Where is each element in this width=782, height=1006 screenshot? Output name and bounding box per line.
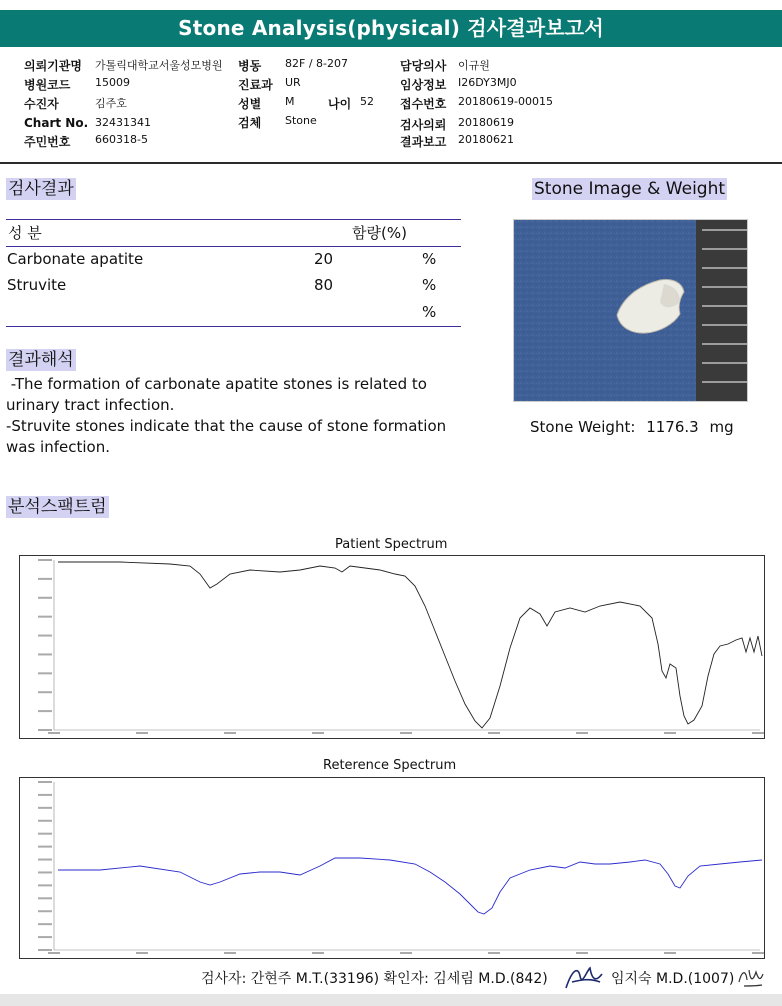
signature-mark [562, 962, 606, 994]
table-top-rule [6, 219, 461, 220]
x-tick-mark [48, 732, 60, 734]
reference-spectrum-svg [20, 778, 764, 958]
x-tick-mark [488, 952, 500, 954]
y-tick-mark [38, 559, 52, 561]
clinical-info-label: 임상정보 [400, 78, 447, 92]
sex-value: M [285, 95, 295, 108]
x-tick-mark [576, 952, 588, 954]
second-signature: 임지숙 M.D.(1007) [611, 971, 735, 987]
stone-image [514, 220, 748, 402]
report-date-label: 결과보고 [400, 135, 447, 149]
reference-spectrum-line [58, 858, 762, 914]
department-label: 진료과 [238, 78, 273, 92]
patient-value: 김주호 [95, 97, 127, 110]
y-tick-mark [38, 923, 52, 925]
chart-label: Chart No. [24, 116, 89, 130]
hospital-code-label: 병원코드 [24, 78, 71, 92]
x-tick-mark [48, 952, 60, 954]
resident-label: 주민번호 [24, 135, 71, 149]
x-tick-mark [752, 952, 764, 954]
y-tick-mark [38, 871, 52, 873]
y-tick-mark [38, 884, 52, 886]
interpretation-line: -The formation of carbonate apatite stones is related to urinary tract infection. [6, 375, 432, 414]
patient-spectrum-title: Patient Spectrum [335, 537, 448, 552]
reference-spectrum-plot [19, 777, 765, 959]
component-header: 성 분 [8, 224, 42, 242]
y-tick-mark [38, 897, 52, 899]
y-tick-mark [38, 635, 52, 637]
y-tick-mark [38, 807, 52, 809]
interpretation-text [6, 374, 476, 458]
accession-label: 접수번호 [400, 97, 447, 111]
chart-value: 32431341 [95, 116, 151, 129]
y-tick-mark [38, 820, 52, 822]
institution-value: 가톨릭대학교서울성모병원 [95, 59, 223, 72]
footer [0, 962, 782, 1006]
table-header-rule [6, 246, 461, 247]
x-tick-mark [136, 732, 148, 734]
report-title: Stone Analysis(physical) 검사결과보고서 [0, 10, 782, 47]
footer-bar [0, 994, 782, 1006]
y-tick-mark [38, 597, 52, 599]
age-label: 나이 [328, 97, 352, 111]
y-tick-mark [38, 846, 52, 848]
y-tick-mark [38, 936, 52, 938]
component-unit: % [422, 276, 437, 294]
y-tick-mark [38, 794, 52, 796]
x-tick-mark [664, 952, 676, 954]
y-tick-mark [38, 691, 52, 693]
component-unit: % [422, 303, 437, 321]
handwritten-signature [736, 964, 766, 992]
stone-heading: Stone Image & Weight [534, 179, 726, 199]
stone-photo [513, 219, 748, 402]
department-value: UR [285, 76, 301, 89]
x-tick-mark [136, 952, 148, 954]
x-tick-mark [488, 732, 500, 734]
plot-axes [38, 781, 764, 954]
request-date-label: 검사의뢰 [400, 118, 447, 132]
interpretation-line: -Struvite stones indicate that the cause of stone formation was infection. [6, 417, 447, 456]
x-tick-mark [312, 952, 324, 954]
y-tick-mark [38, 653, 52, 655]
doctor-label: 담당의사 [400, 59, 447, 73]
plot-axes [38, 559, 764, 734]
clinical-info-value: I26DY3MJ0 [458, 76, 517, 89]
y-tick-mark [38, 781, 52, 783]
y-tick-mark [38, 729, 52, 731]
x-tick-mark [224, 732, 236, 734]
patient-info-block [0, 52, 782, 164]
specimen-label: 검체 [238, 116, 262, 130]
sex-label: 성별 [238, 97, 262, 111]
reference-spectrum-title: Reterence Spectrum [323, 758, 457, 773]
y-tick-mark [38, 616, 52, 618]
specimen-value: Stone [285, 114, 317, 127]
doctor-value: 이규원 [458, 59, 490, 72]
x-tick-mark [224, 952, 236, 954]
x-tick-mark [752, 732, 764, 734]
institution-label: 의뢰기관명 [24, 59, 82, 73]
patient-spectrum-plot [19, 555, 765, 739]
ruler [696, 220, 748, 402]
weight-label: Stone Weight: [530, 418, 636, 436]
composition-table [6, 219, 461, 327]
x-tick-mark [400, 952, 412, 954]
y-tick-mark [38, 833, 52, 835]
x-tick-mark [576, 732, 588, 734]
signature-line: 검사자: 간현주 M.T.(33196) 확인자: 김세림 M.D.(842) [201, 971, 548, 987]
y-tick-mark [38, 910, 52, 912]
content-header: 함량(%) [352, 224, 407, 242]
resident-value: 660318-5 [95, 133, 148, 146]
weight-unit: mg [709, 418, 734, 436]
component-value: 20 [314, 250, 334, 268]
patient-spectrum-svg [20, 556, 764, 738]
x-tick-mark [312, 732, 324, 734]
spectrum-heading: 분석스팩트럼 [8, 497, 107, 517]
accession-value: 20180619-00015 [458, 95, 553, 108]
weight-value: 1176.3 [646, 418, 699, 436]
age-value: 52 [360, 95, 374, 108]
results-heading: 검사결과 [8, 179, 74, 199]
y-tick-mark [38, 859, 52, 861]
patient-spectrum-line [58, 562, 762, 728]
component-name: Carbonate apatite [7, 250, 144, 268]
y-tick-mark [38, 672, 52, 674]
y-tick-mark [38, 710, 52, 712]
component-name: Struvite [7, 276, 67, 294]
patient-label: 수진자 [24, 97, 59, 111]
component-value: 80 [314, 276, 334, 294]
request-date-value: 20180619 [458, 116, 514, 129]
component-unit: % [422, 250, 437, 268]
interpretation-heading: 결과해석 [8, 350, 74, 370]
x-tick-mark [664, 732, 676, 734]
x-tick-mark [400, 732, 412, 734]
ward-value: 82F / 8-207 [285, 57, 348, 70]
stone-weight [530, 418, 734, 436]
hospital-code-value: 15009 [95, 76, 130, 89]
y-tick-mark [38, 949, 52, 951]
report-date-value: 20180621 [458, 133, 514, 146]
y-tick-mark [38, 578, 52, 580]
table-bottom-rule [6, 326, 461, 327]
ward-label: 병동 [238, 59, 262, 73]
